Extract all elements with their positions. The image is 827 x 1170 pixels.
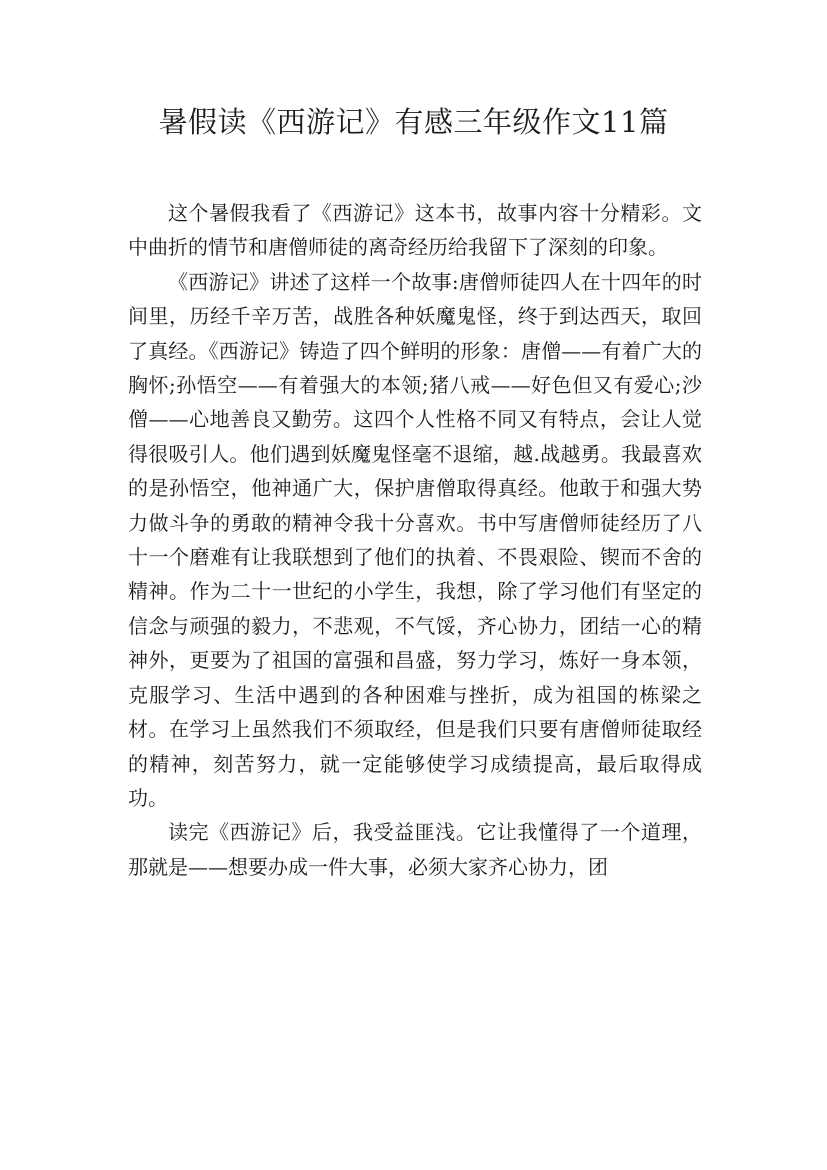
document-title: 暑假读《西游记》有感三年级作文11篇 [158, 105, 669, 139]
paragraph-3: 读完《西游记》后，我受益匪浅。它让我懂得了一个道理，那就是——想要办成一件大事，必须大家齐心协力，团 [128, 820, 702, 879]
document-body [128, 196, 702, 884]
paragraph-2: 《西游记》讲述了这样一个故事:唐僧师徒四人在十四年的时间里，历经千辛万苦，战胜各种妖魔鬼怪，终于到达西天，取回了真经。《西游记》铸造了四个鲜明的形象：唐僧——有着广大的胸怀;孙悟空——有着强大的本领;猪八戒——好色但又有爱心;沙僧——心地善良又勤劳。这四个人性格不同又有特点，会让人觉得很吸引人。他们遇到妖魔鬼怪毫不退缩，越.战越勇。我最喜欢的是孙悟空，他神通广大，保护唐僧取得真经。他敢于和强大势力做斗争的勇敢的精神令我十分喜欢。书中写唐僧师徒经历了八十一个磨难有让我联想到了他们的执着、不畏艰险、锲而不舍的精神。作为二十一世纪的小学生，我想，除了学习他们有坚定的信念与顽强的毅力，不悲观，不气馁，齐心协力，团结一心的精神外，更要为了祖国的富强和昌盛，努力学习，炼好一身本领，克服学习、生活中遇到的各种困难与挫折，成为祖国的栋梁之材。在学习上虽然我们不须取经，但是我们只要有唐僧师徒取经的精神，刻苦努力，就一定能够使学习成绩提高，最后取得成功。 [128, 269, 702, 810]
paragraph-1: 这个暑假我看了《西游记》这本书，故事内容十分精彩。文中曲折的情节和唐僧师徒的离奇经历给我留下了深刻的印象。 [128, 201, 702, 260]
